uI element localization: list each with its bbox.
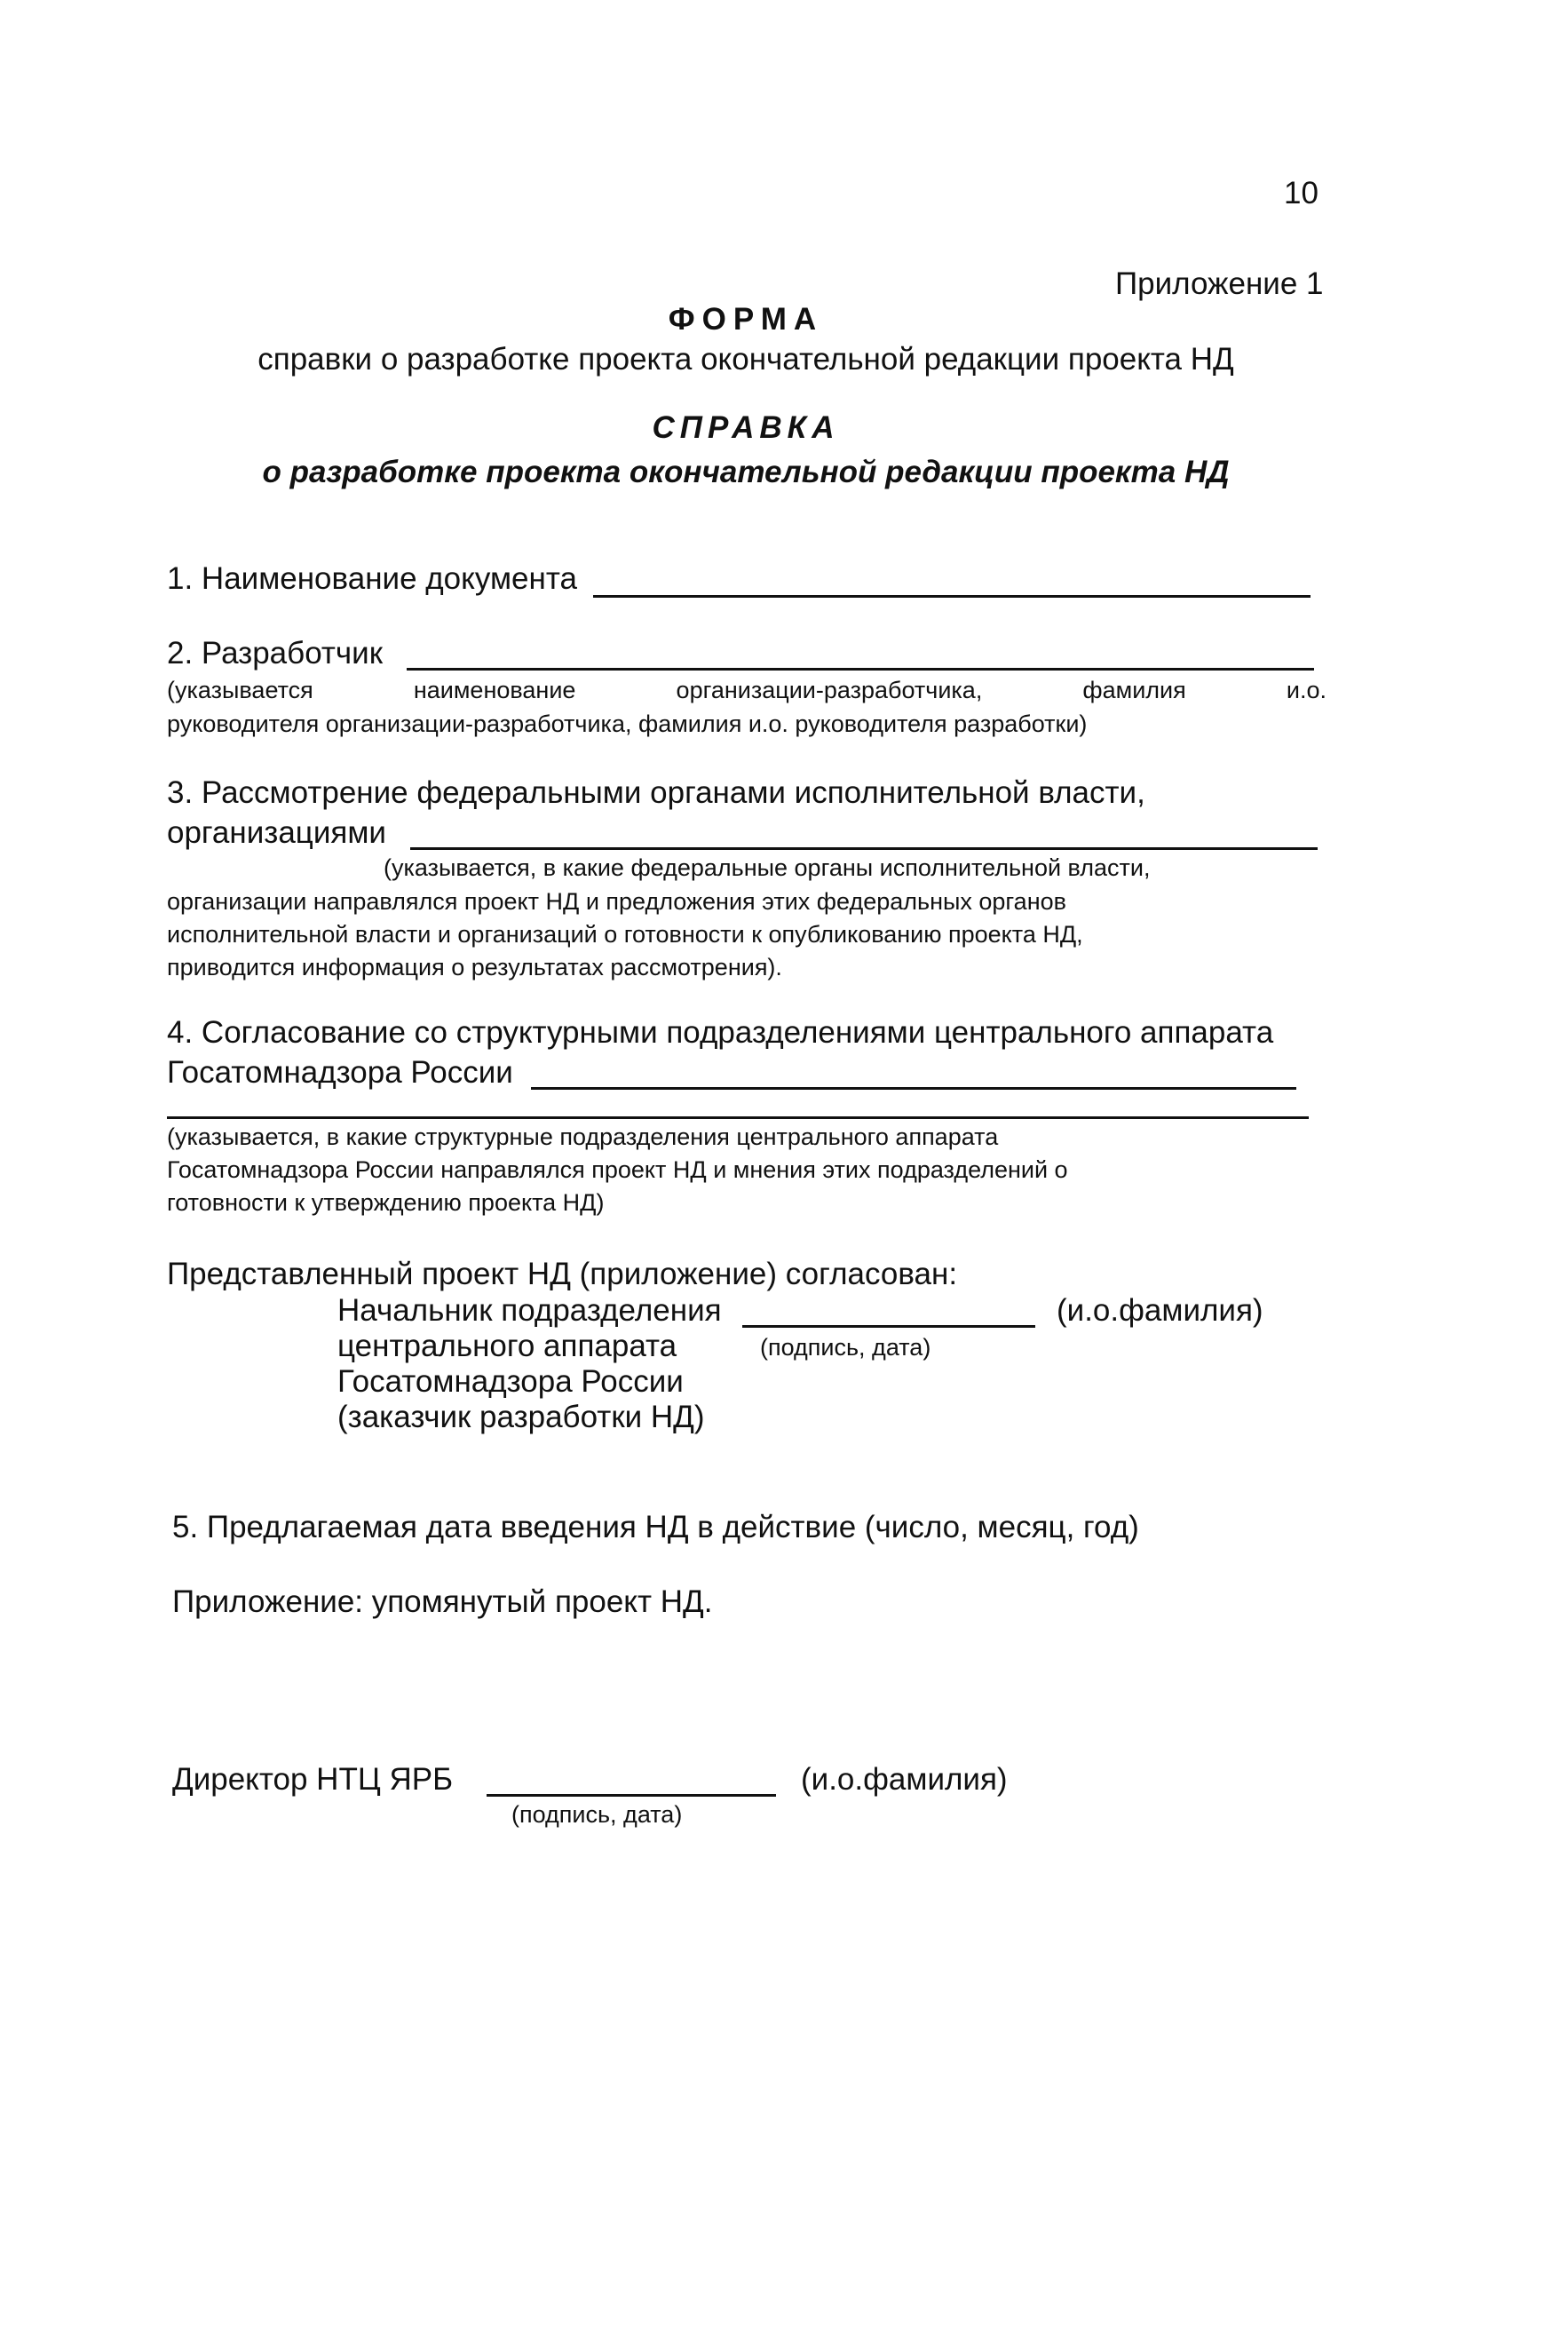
item4-fill-line2 (167, 1116, 1309, 1119)
item4-fill-line1 (531, 1087, 1296, 1090)
approval-signature-caption: (подпись, дата) (760, 1334, 931, 1361)
item4-label-line2: Госатомнадзора России (167, 1055, 513, 1090)
item3-note-line2: организации направлялся проект НД и предложения этих федеральных органов (167, 888, 1066, 915)
director-signature-caption: (подпись, дата) (511, 1801, 683, 1828)
form-title: ФОРМА (668, 302, 824, 337)
item2-note-word: и.о. (1286, 677, 1326, 703)
item2-note-word: организации-разработчика, (676, 677, 983, 703)
item3-label-line1: 3. Рассмотрение федеральными органами исполнительной власти, (167, 775, 1145, 810)
item2-note-word: наименование (413, 677, 576, 703)
item4-note-line2: Госатомнадзора России направлялся проект НД и мнения этих подразделений о (167, 1156, 1068, 1183)
item2-label: 2. Разработчик (167, 636, 384, 671)
item5-label: 5. Предлагаемая дата введения НД в действие (число, месяц, год) (172, 1510, 1139, 1544)
attachment-note: Приложение: упомянутый проект НД. (172, 1584, 713, 1619)
appendix-label: Приложение 1 (1115, 266, 1324, 301)
item2-fill-line (407, 668, 1314, 671)
item4-note-line3: готовности к утверждению проекта НД) (167, 1189, 605, 1216)
item1-fill-line (593, 595, 1311, 598)
approval-role-line2: центрального аппарата (337, 1329, 677, 1363)
doc-title: СПРАВКА (652, 410, 840, 445)
approval-role-line3: Госатомнадзора России (337, 1364, 684, 1399)
item4-note-line1: (указывается, в какие структурные подразделения центрального аппарата (167, 1123, 999, 1150)
approval-signature-line (742, 1325, 1035, 1328)
page-number: 10 (1284, 176, 1319, 210)
item3-note-line3: исполнительной власти и организаций о готовности к опубликованию проекта НД, (167, 921, 1083, 948)
form-subtitle: справки о разработке проекта окончательной редакции проекта НД (257, 342, 1234, 377)
approval-name-placeholder: (и.о.фамилия) (1057, 1293, 1263, 1328)
director-label: Директор НТЦ ЯРБ (172, 1762, 454, 1797)
approval-intro: Представленный проект НД (приложение) согласован: (167, 1257, 958, 1291)
item2-note-word: фамилия (1082, 677, 1186, 703)
item2-note-word: (указывается (167, 677, 313, 703)
item3-note-line1: (указывается, в какие федеральные органы исполнительной власти, (384, 854, 1151, 881)
director-name-placeholder: (и.о.фамилия) (801, 1762, 1008, 1797)
approval-role-line1: Начальник подразделения (337, 1293, 722, 1328)
approval-role-line4: (заказчик разработки НД) (337, 1400, 705, 1434)
director-signature-line (487, 1794, 776, 1797)
item2-note-line2: руководителя организации-разработчика, фамилия и.о. руководителя разработки) (167, 711, 1088, 737)
item3-note-line4: приводится информация о результатах рассмотрения). (167, 954, 782, 980)
item2-note-line1 (167, 677, 1326, 704)
item3-label-line2: организациями (167, 815, 386, 850)
doc-subtitle: о разработке проекта окончательной редакции проекта НД (262, 455, 1230, 489)
item3-fill-line (410, 847, 1318, 850)
item4-label-line1: 4. Согласование со структурными подразделениями центрального аппарата (167, 1015, 1274, 1050)
item1-label: 1. Наименование документа (167, 561, 577, 596)
